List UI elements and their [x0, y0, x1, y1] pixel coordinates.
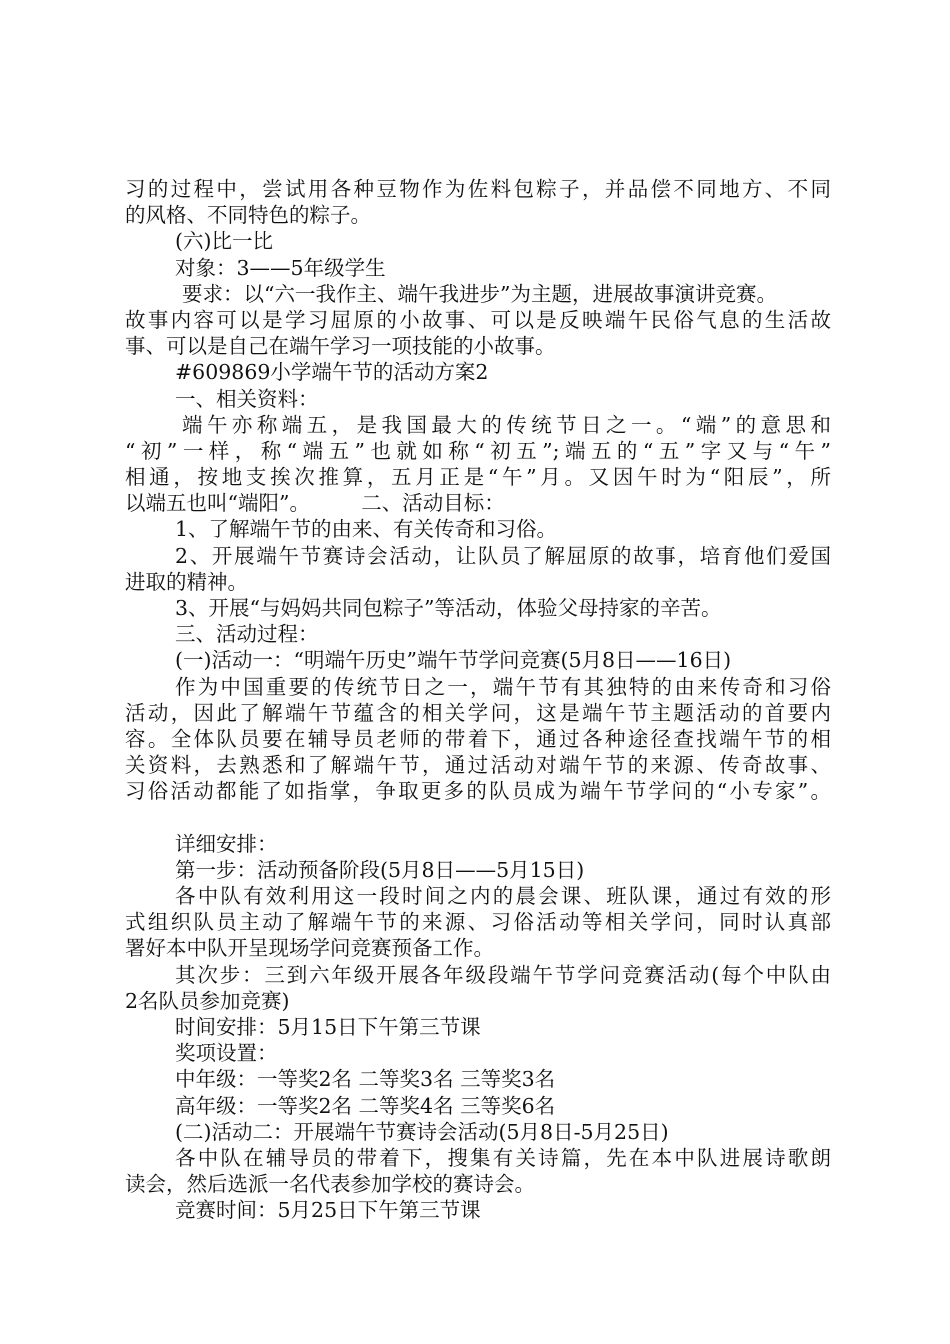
text-line: 高年级：一等奖2名 二等奖4名 三等奖6名 [175, 1093, 556, 1118]
text-line: 2名队员参加竞赛) [125, 988, 290, 1013]
text-line: 署好本中队开呈现场学问竞赛预备工作。 [125, 936, 494, 961]
text-line: 中年级：一等奖2名 二等奖3名 三等奖3名 [175, 1067, 556, 1092]
text-line: 以端五也叫“端阳”。 二、活动目标： [125, 491, 505, 516]
subsection-heading: (二)活动二：开展端午节赛诗会活动(5月8日-5月25日) [175, 1119, 669, 1144]
text-line: 习俗活动都能了如指掌，争取更多的队员成为端午节学问的“小专家”。 [125, 779, 831, 804]
list-item: 3、开展“与妈妈共同包粽子”等活动，体验父母持家的辛苦。 [175, 596, 722, 620]
list-item: 2、开展端午节赛诗会活动，让队员了解屈原的故事，培育他们爱国 [175, 543, 831, 568]
subsection-heading: (一)活动一：“明端午历史”端午节学问竞赛(5月8日——16日) [175, 648, 732, 673]
text-line: 第一步：活动预备阶段(5月8日——5月15日) [175, 857, 585, 882]
section-heading: (六)比一比 [175, 229, 273, 254]
text-line: 相通，按地支挨次推算，五月正是“午”月。又因午时为“阳辰”，所 [125, 465, 831, 490]
text-line: 奖项设置： [175, 1041, 278, 1066]
text-line: 事、可以是自己在端午学习一项技能的小故事。 [125, 334, 556, 359]
text-line: 容。全体队员要在辅导员老师的带着下，通过各种途径查找端午节的相 [125, 726, 831, 751]
text-line: 式组织队员主动了解端午节的来源、习俗活动等相关学问，同时认真部 [125, 910, 831, 935]
text-line: 关资料，去熟悉和了解端午节，通过活动对端午节的来源、传奇故事、 [125, 753, 831, 778]
text-line: 故事内容可以是学习屈原的小故事、可以是反映端午民俗气息的生活故 [125, 307, 831, 332]
text-line: 读会，然后选派一名代表参加学校的赛诗会。 [125, 1172, 535, 1197]
list-item: 1、了解端午节的由来、有关传奇和习俗。 [175, 517, 558, 542]
text-line: 对象：3——5年级学生 [175, 255, 386, 280]
text-line: 端午亦称端五，是我国最大的传统节日之一。“端”的意思和 [182, 412, 831, 437]
text-line: 时间安排：5月15日下午第三节课 [175, 1015, 481, 1039]
text-line: 要求：以“六一我作主、端午我进步”为主题，进展故事演讲竞赛。 [182, 281, 777, 306]
text-line: 习的过程中，尝试用各种豆物作为佐料包粽子，并品偿不同地方、不同 [125, 177, 831, 201]
document-title: #609869小学端午节的活动方案2 [175, 360, 489, 385]
text-line: 进取的精神。 [125, 569, 248, 594]
text-line: “初”一样，称“端五”也就如称“初五”;端五的“五”字又与“午” [125, 438, 831, 463]
subsection-heading: 详细安排： [175, 831, 278, 856]
text-line: 其次步：三到六年级开展各年级段端午节学问竞赛活动(每个中队由 [175, 962, 831, 987]
section-heading: 一、相关资料： [175, 386, 319, 411]
document-body [125, 176, 831, 1224]
text-line: 各中队有效利用这一段时间之内的晨会课、班队课，通过有效的形 [175, 884, 831, 909]
text-line: 的风格、不同特色的粽子。 [125, 203, 371, 228]
section-heading: 三、活动过程： [175, 622, 319, 647]
text-line: 作为中国重要的传统节日之一，端午节有其独特的由来传奇和习俗 [175, 674, 831, 699]
text-line: 各中队在辅导员的带着下，搜集有关诗篇，先在本中队进展诗歌朗 [175, 1145, 831, 1170]
text-line: 活动，因此了解端午节蕴含的相关学问，这是端午节主题活动的首要内 [125, 700, 831, 725]
text-line: 竞赛时间：5月25日下午第三节课 [175, 1198, 481, 1223]
blank-line [125, 805, 831, 831]
